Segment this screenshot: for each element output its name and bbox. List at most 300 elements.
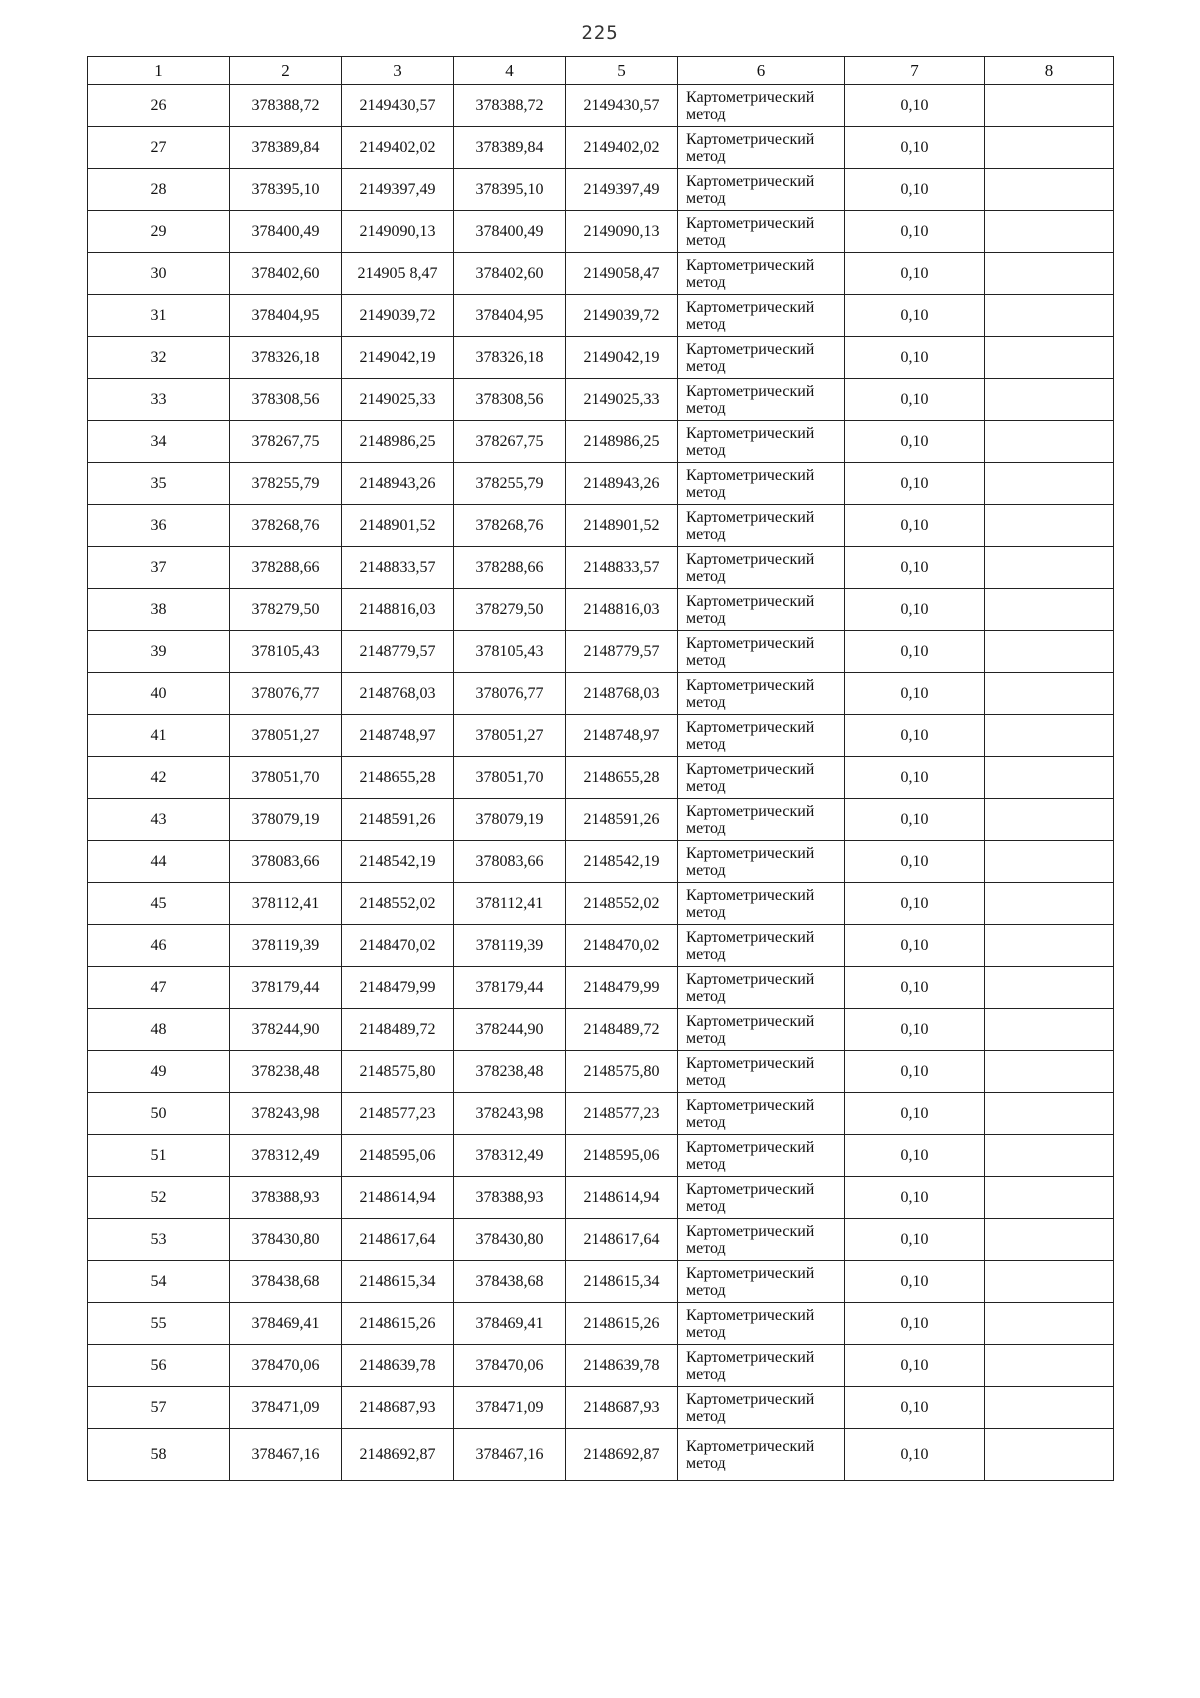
point-number-cell: 43 [88,799,230,841]
x-coord-cell: 378402,60 [454,253,566,295]
method-cell [678,337,845,379]
y-coord-cell: 2148833,57 [342,547,454,589]
point-number-cell: 31 [88,295,230,337]
point-number-cell: 32 [88,337,230,379]
note-cell [985,1135,1114,1177]
method-text-line1: Картометрический [686,1096,815,1114]
table-row [88,463,1114,505]
point-number-cell: 28 [88,169,230,211]
note-cell [985,1009,1114,1051]
coordinates-table [87,56,1114,1481]
note-cell [985,883,1114,925]
method-text-line2: метод [686,861,726,879]
method-cell [678,1429,845,1481]
x-coord-cell: 378288,66 [230,547,342,589]
table-row [88,757,1114,799]
point-number-cell: 45 [88,883,230,925]
x-coord-cell: 378470,06 [454,1345,566,1387]
header-cell: 5 [566,57,678,85]
method-text-line2: метод [686,189,726,207]
method-text-line1: Картометрический [686,760,815,778]
method-cell [678,463,845,505]
y-coord-cell: 2149025,33 [342,379,454,421]
point-number-cell: 50 [88,1093,230,1135]
point-number-cell: 51 [88,1135,230,1177]
method-text-line1: Картометрический [686,88,815,106]
note-cell [985,421,1114,463]
accuracy-cell: 0,10 [845,589,985,631]
x-coord-cell: 378079,19 [230,799,342,841]
y-coord-cell: 2148639,78 [342,1345,454,1387]
method-cell [678,421,845,463]
table-row [88,673,1114,715]
y-coord-cell: 2148687,93 [566,1387,678,1429]
table-row [88,379,1114,421]
point-number-cell: 33 [88,379,230,421]
point-number-cell: 56 [88,1345,230,1387]
y-coord-cell: 2148577,23 [342,1093,454,1135]
x-coord-cell: 378267,75 [454,421,566,463]
table-row [88,253,1114,295]
x-coord-cell: 378400,49 [454,211,566,253]
y-coord-cell: 2149025,33 [566,379,678,421]
method-text-line1: Картометрический [686,1306,815,1324]
header-row [88,57,1114,85]
y-coord-cell: 2148639,78 [566,1345,678,1387]
x-coord-cell: 378279,50 [454,589,566,631]
table-row [88,1177,1114,1219]
note-cell [985,589,1114,631]
note-cell [985,253,1114,295]
method-text-line2: метод [686,651,726,669]
method-cell [678,1135,845,1177]
table-row [88,1345,1114,1387]
accuracy-cell: 0,10 [845,211,985,253]
point-number-cell: 55 [88,1303,230,1345]
point-number-cell: 49 [88,1051,230,1093]
method-text-line1: Картометрический [686,382,815,400]
x-coord-cell: 378105,43 [454,631,566,673]
point-number-cell: 36 [88,505,230,547]
note-cell [985,505,1114,547]
x-coord-cell: 378312,49 [230,1135,342,1177]
accuracy-cell: 0,10 [845,757,985,799]
y-coord-cell: 2148986,25 [342,421,454,463]
x-coord-cell: 378469,41 [230,1303,342,1345]
y-coord-cell: 2149402,02 [566,127,678,169]
method-cell [678,925,845,967]
x-coord-cell: 378312,49 [454,1135,566,1177]
method-cell [678,757,845,799]
table-row [88,1387,1114,1429]
y-coord-cell: 2148470,02 [566,925,678,967]
note-cell [985,757,1114,799]
x-coord-cell: 378470,06 [230,1345,342,1387]
x-coord-cell: 378430,80 [454,1219,566,1261]
y-coord-cell: 2148615,26 [342,1303,454,1345]
y-coord-cell: 2149090,13 [566,211,678,253]
table-row [88,211,1114,253]
method-text-line1: Картометрический [686,298,815,316]
point-number-cell: 37 [88,547,230,589]
method-text-line2: метод [686,903,726,921]
method-text-line1: Картометрический [686,1437,815,1455]
method-text-line1: Картометрический [686,970,815,988]
x-coord-cell: 378389,84 [454,127,566,169]
table-row [88,925,1114,967]
note-cell [985,1177,1114,1219]
x-coord-cell: 378112,41 [454,883,566,925]
accuracy-cell: 0,10 [845,127,985,169]
method-text-line2: метод [686,1365,726,1383]
method-text-line2: метод [686,945,726,963]
method-text-line2: метод [686,525,726,543]
accuracy-cell: 0,10 [845,1387,985,1429]
point-number-cell: 35 [88,463,230,505]
x-coord-cell: 378388,93 [230,1177,342,1219]
y-coord-cell: 2149430,57 [342,85,454,127]
method-text-line2: метод [686,483,726,501]
accuracy-cell: 0,10 [845,85,985,127]
y-coord-cell: 2148779,57 [342,631,454,673]
table-row [88,1219,1114,1261]
method-text-line2: метод [686,567,726,585]
x-coord-cell: 378389,84 [230,127,342,169]
y-coord-cell: 2148591,26 [342,799,454,841]
note-cell [985,1219,1114,1261]
point-number-cell: 34 [88,421,230,463]
table-row [88,337,1114,379]
method-text-line2: метод [686,1071,726,1089]
point-number-cell: 52 [88,1177,230,1219]
y-coord-cell: 2148655,28 [342,757,454,799]
method-cell [678,1009,845,1051]
method-cell [678,1387,845,1429]
table-row [88,883,1114,925]
method-text-line1: Картометрический [686,844,815,862]
y-coord-cell: 2148901,52 [566,505,678,547]
note-cell [985,1429,1114,1481]
accuracy-cell: 0,10 [845,169,985,211]
method-text-line1: Картометрический [686,718,815,736]
note-cell [985,1261,1114,1303]
note-cell [985,295,1114,337]
method-cell [678,295,845,337]
method-text-line1: Картометрический [686,172,815,190]
y-coord-cell: 2148986,25 [566,421,678,463]
table-row [88,1009,1114,1051]
x-coord-cell: 378243,98 [230,1093,342,1135]
x-coord-cell: 378243,98 [454,1093,566,1135]
x-coord-cell: 378079,19 [454,799,566,841]
method-text-line2: метод [686,735,726,753]
method-text-line1: Картометрический [686,130,815,148]
table-row [88,1051,1114,1093]
x-coord-cell: 378238,48 [454,1051,566,1093]
method-text-line2: метод [686,441,726,459]
y-coord-cell: 2148595,06 [342,1135,454,1177]
method-text-line2: метод [686,1281,726,1299]
method-text-line1: Картометрический [686,1390,815,1408]
x-coord-cell: 378083,66 [230,841,342,883]
note-cell [985,715,1114,757]
method-cell [678,1051,845,1093]
note-cell [985,631,1114,673]
x-coord-cell: 378395,10 [230,169,342,211]
note-cell [985,1093,1114,1135]
y-coord-cell: 2148901,52 [342,505,454,547]
accuracy-cell: 0,10 [845,1303,985,1345]
point-number-cell: 48 [88,1009,230,1051]
method-text-line1: Картометрический [686,340,815,358]
method-text-line1: Картометрический [686,928,815,946]
accuracy-cell: 0,10 [845,295,985,337]
table-row [88,589,1114,631]
x-coord-cell: 378326,18 [454,337,566,379]
y-coord-cell: 2149039,72 [342,295,454,337]
header-cell: 3 [342,57,454,85]
method-text-line1: Картометрический [686,634,815,652]
method-text-line1: Картометрический [686,1054,815,1072]
y-coord-cell: 2148542,19 [342,841,454,883]
table-row [88,85,1114,127]
header-cell: 1 [88,57,230,85]
x-coord-cell: 378388,93 [454,1177,566,1219]
table-row [88,799,1114,841]
x-coord-cell: 378404,95 [230,295,342,337]
method-text-line2: метод [686,357,726,375]
y-coord-cell: 2149397,49 [342,169,454,211]
accuracy-cell: 0,10 [845,715,985,757]
y-coord-cell: 2148768,03 [342,673,454,715]
y-coord-cell: 2149042,19 [566,337,678,379]
y-coord-cell: 2148833,57 [566,547,678,589]
point-number-cell: 39 [88,631,230,673]
point-number-cell: 47 [88,967,230,1009]
method-text-line2: метод [686,987,726,1005]
accuracy-cell: 0,10 [845,1261,985,1303]
accuracy-cell: 0,10 [845,1009,985,1051]
x-coord-cell: 378326,18 [230,337,342,379]
y-coord-cell: 2148615,34 [342,1261,454,1303]
table-row [88,967,1114,1009]
note-cell [985,1345,1114,1387]
table-row [88,1303,1114,1345]
table-body [88,85,1114,1481]
method-text-line1: Картометрический [686,1348,815,1366]
method-cell [678,127,845,169]
header-cell: 4 [454,57,566,85]
table-row [88,841,1114,883]
method-cell [678,253,845,295]
table-row [88,1135,1114,1177]
y-coord-cell: 2148575,80 [342,1051,454,1093]
accuracy-cell: 0,10 [845,883,985,925]
accuracy-cell: 0,10 [845,505,985,547]
y-coord-cell: 2148748,97 [566,715,678,757]
method-text-line1: Картометрический [686,550,815,568]
x-coord-cell: 378112,41 [230,883,342,925]
y-coord-cell: 2148748,97 [342,715,454,757]
x-coord-cell: 378308,56 [454,379,566,421]
x-coord-cell: 378051,70 [230,757,342,799]
accuracy-cell: 0,10 [845,1177,985,1219]
x-coord-cell: 378268,76 [230,505,342,547]
method-text-line2: метод [686,273,726,291]
x-coord-cell: 378051,70 [454,757,566,799]
x-coord-cell: 378244,90 [230,1009,342,1051]
point-number-cell: 26 [88,85,230,127]
point-number-cell: 57 [88,1387,230,1429]
y-coord-cell: 214905 8,47 [342,253,454,295]
table-row [88,1093,1114,1135]
note-cell [985,463,1114,505]
x-coord-cell: 378395,10 [454,169,566,211]
point-number-cell: 58 [88,1429,230,1481]
point-number-cell: 40 [88,673,230,715]
y-coord-cell: 2148575,80 [566,1051,678,1093]
point-number-cell: 46 [88,925,230,967]
accuracy-cell: 0,10 [845,925,985,967]
x-coord-cell: 378467,16 [230,1429,342,1481]
note-cell [985,211,1114,253]
y-coord-cell: 2148489,72 [342,1009,454,1051]
table-row [88,295,1114,337]
y-coord-cell: 2148577,23 [566,1093,678,1135]
method-text-line2: метод [686,1113,726,1131]
y-coord-cell: 2149042,19 [342,337,454,379]
accuracy-cell: 0,10 [845,631,985,673]
y-coord-cell: 2148479,99 [566,967,678,1009]
note-cell [985,547,1114,589]
method-text-line2: метод [686,105,726,123]
method-cell [678,85,845,127]
y-coord-cell: 2149430,57 [566,85,678,127]
method-text-line2: метод [686,1454,726,1472]
x-coord-cell: 378119,39 [454,925,566,967]
note-cell [985,1303,1114,1345]
accuracy-cell: 0,10 [845,673,985,715]
method-text-line1: Картометрический [686,1138,815,1156]
x-coord-cell: 378119,39 [230,925,342,967]
method-cell [678,883,845,925]
x-coord-cell: 378051,27 [230,715,342,757]
y-coord-cell: 2148614,94 [342,1177,454,1219]
point-number-cell: 38 [88,589,230,631]
x-coord-cell: 378255,79 [230,463,342,505]
x-coord-cell: 378471,09 [230,1387,342,1429]
x-coord-cell: 378438,68 [454,1261,566,1303]
x-coord-cell: 378105,43 [230,631,342,673]
method-cell [678,589,845,631]
accuracy-cell: 0,10 [845,1093,985,1135]
y-coord-cell: 2148816,03 [566,589,678,631]
note-cell [985,841,1114,883]
y-coord-cell: 2148479,99 [342,967,454,1009]
method-text-line1: Картометрический [686,1180,815,1198]
note-cell [985,379,1114,421]
x-coord-cell: 378469,41 [454,1303,566,1345]
method-cell [678,169,845,211]
method-cell [678,841,845,883]
method-cell [678,505,845,547]
y-coord-cell: 2148692,87 [566,1429,678,1481]
note-cell [985,967,1114,1009]
table-row [88,505,1114,547]
method-text-line1: Картометрический [686,1222,815,1240]
accuracy-cell: 0,10 [845,547,985,589]
method-text-line1: Картометрический [686,592,815,610]
note-cell [985,1387,1114,1429]
method-text-line2: метод [686,147,726,165]
method-text-line2: метод [686,609,726,627]
x-coord-cell: 378179,44 [230,967,342,1009]
accuracy-cell: 0,10 [845,463,985,505]
accuracy-cell: 0,10 [845,967,985,1009]
y-coord-cell: 2148687,93 [342,1387,454,1429]
method-text-line1: Картометрический [686,802,815,820]
y-coord-cell: 2149397,49 [566,169,678,211]
x-coord-cell: 378238,48 [230,1051,342,1093]
y-coord-cell: 2148489,72 [566,1009,678,1051]
x-coord-cell: 378244,90 [454,1009,566,1051]
method-cell [678,967,845,1009]
accuracy-cell: 0,10 [845,1135,985,1177]
header-cell: 7 [845,57,985,85]
method-text-line2: метод [686,777,726,795]
y-coord-cell: 2148943,26 [342,463,454,505]
point-number-cell: 54 [88,1261,230,1303]
table-row [88,421,1114,463]
y-coord-cell: 2148655,28 [566,757,678,799]
note-cell [985,85,1114,127]
y-coord-cell: 2149058,47 [566,253,678,295]
method-text-line1: Картометрический [686,676,815,694]
y-coord-cell: 2148768,03 [566,673,678,715]
x-coord-cell: 378076,77 [454,673,566,715]
note-cell [985,799,1114,841]
accuracy-cell: 0,10 [845,1051,985,1093]
method-cell [678,379,845,421]
x-coord-cell: 378255,79 [454,463,566,505]
y-coord-cell: 2148943,26 [566,463,678,505]
table-row [88,1429,1114,1481]
y-coord-cell: 2149402,02 [342,127,454,169]
method-text-line1: Картометрический [686,1264,815,1282]
accuracy-cell: 0,10 [845,1429,985,1481]
accuracy-cell: 0,10 [845,379,985,421]
method-text-line2: метод [686,1407,726,1425]
y-coord-cell: 2148552,02 [342,883,454,925]
method-text-line1: Картометрический [686,508,815,526]
method-cell [678,211,845,253]
note-cell [985,337,1114,379]
note-cell [985,127,1114,169]
method-text-line2: метод [686,1029,726,1047]
x-coord-cell: 378388,72 [230,85,342,127]
y-coord-cell: 2148692,87 [342,1429,454,1481]
x-coord-cell: 378400,49 [230,211,342,253]
method-cell [678,1219,845,1261]
method-cell [678,1345,845,1387]
method-text-line2: метод [686,1197,726,1215]
y-coord-cell: 2148614,94 [566,1177,678,1219]
page-number: 225 [581,22,619,44]
method-text-line2: метод [686,1155,726,1173]
x-coord-cell: 378438,68 [230,1261,342,1303]
note-cell [985,1051,1114,1093]
accuracy-cell: 0,10 [845,799,985,841]
